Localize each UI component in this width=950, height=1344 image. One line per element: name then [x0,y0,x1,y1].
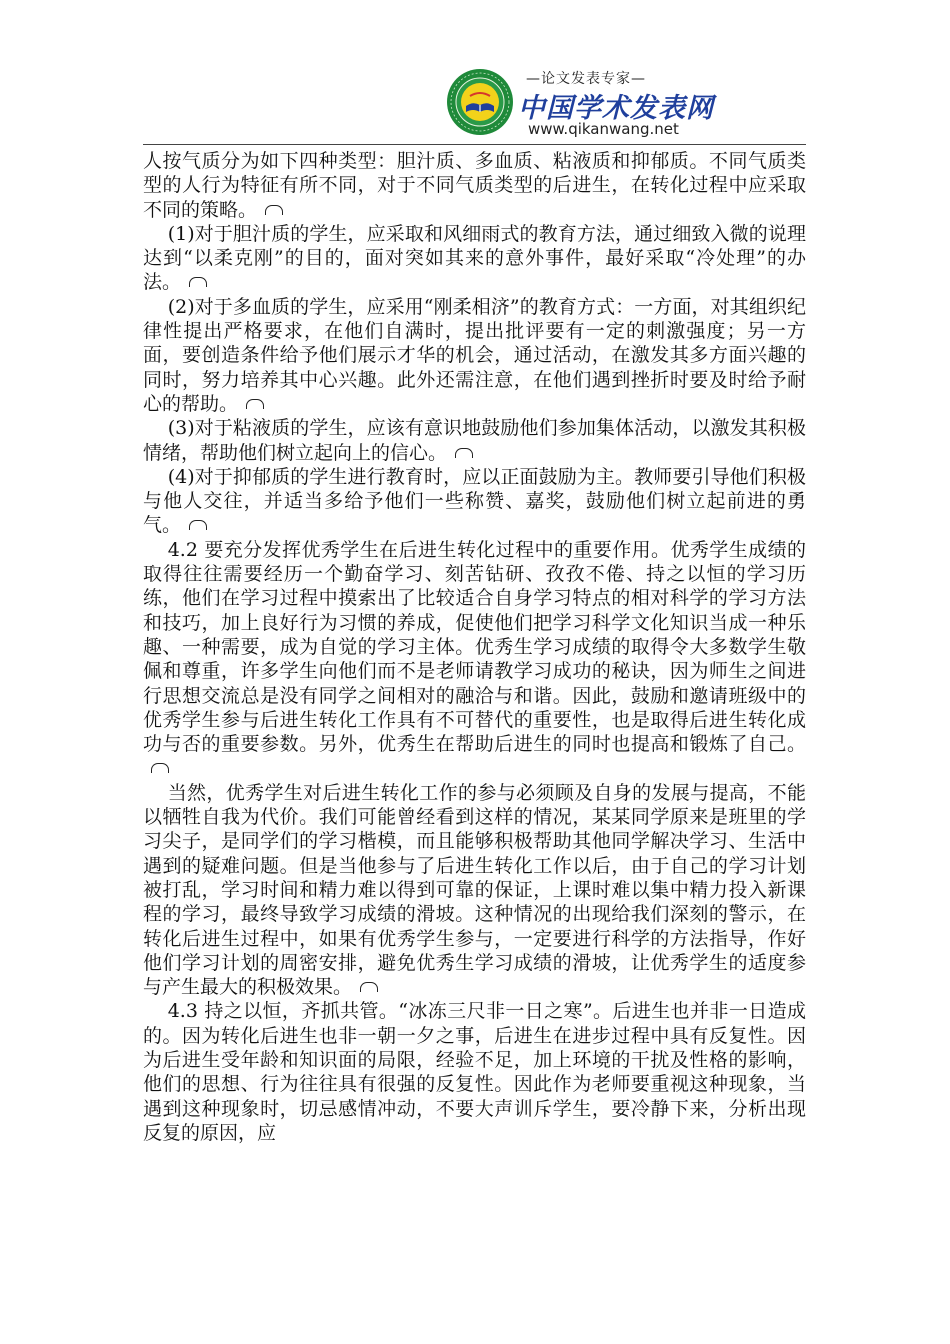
paragraph [143,465,806,538]
brand-url: www.qikanwang.net [528,120,679,138]
paragraph-text: (4)对于抑郁质的学生进行教育时，应以正面鼓励为主。教师要引导他们积极与他人交往，并适当多给予他们一些称赞、嘉奖，鼓励他们树立起前进的勇气。 [143,465,806,537]
paragraph-end-mark-icon [246,399,264,409]
paragraph [143,222,806,295]
paragraph-text: (3)对于粘液质的学生，应该有意识地鼓励他们参加集体活动，以激发其积极情绪，帮助他们树立起向上的信心。 [143,417,806,464]
paragraph [143,295,806,416]
paragraph-text: 4.3 持之以恒，齐抓共管。“冰冻三尺非一日之寒”。后进生也并非一日造成的。因为转化后进生也非一朝一夕之事，后进生在进步过程中具有反复性。因为后进生受年龄和知识面的局限，经验不足，加上环境的干扰及性格的影响，他们的思想、行为往往具有很强的反复性。因此作为老师要重视这种现象，当遇到这种现象时，切忌感情冲动，不要大声训斥学生，要冷静下来，分析出现反复的原因，应 [143,1000,806,1144]
paragraph-end-mark-icon [455,448,473,458]
paragraph [143,999,806,1145]
paragraph [143,149,806,222]
paragraph-text: 人按气质分为如下四种类型：胆汁质、多血质、粘液质和抑郁质。不同气质类型的人行为特征有所不同，对于不同气质类型的后进生，在转化过程中应采取不同的策略。 [143,150,806,221]
brand-block [518,66,714,142]
paragraph-end-mark-icon [265,205,283,215]
paragraph-end-mark-icon [360,982,378,992]
paragraph-text: 当然，优秀学生对后进生转化工作的参与必须顾及自身的发展与提高，不能以牺牲自我为代价。我们可能曾经看到这样的情况，某某同学原来是班里的学习尖子，是同学们的学习楷模，而且能够积极帮助其他同学解决学习、生活中遇到的疑难问题。但是当他参与了后进生转化工作以后，由于自己的学习计划被打乱，学习时间和精力难以得到可靠的保证，上课时难以集中精力投入新课程的学习，最终导致学习成绩的滑坡。这种情况的出现给我们深刻的警示，在转化后进生过程中，如果有优秀学生参与，一定要进行科学的方法指导，作好他们学习计划的周密安排，避免优秀生学习成绩的滑坡，让优秀学生的适度参与产生最大的积极效果。 [143,781,806,999]
header-divider [143,144,806,145]
globe-book-seal-icon [446,68,514,136]
site-header [446,66,714,142]
paragraph-end-mark-icon [189,520,207,530]
article-body [143,149,806,1145]
paragraph-text: 4.2 要充分发挥优秀学生在后进生转化过程中的重要作用。优秀学生成绩的取得往往需要经历一个勤奋学习、刻苦钻研、孜孜不倦、持之以恒的学习历练，他们在学习过程中摸索出了比较适合自身学习特点的相对科学的学习方法和技巧，加上良好行为习惯的养成，促使他们把学习科学文化知识当成一种乐趣、一种需要，成为自觉的学习主体。优秀生学习成绩的取得令大多数学生敬佩和尊重，许多学生向他们而不是老师请教学习成功的秘诀，因为师生之间进行思想交流总是没有同学之间相对的融洽与和谐。因此，鼓励和邀请班级中的优秀学生参与后进生转化工作具有不可替代的重要性，也是取得后进生转化成功与否的重要参数。另外，优秀生在帮助后进生的同时也提高和锻炼了自己。 [143,538,806,756]
brand-name: 中国学术发表网 [518,93,714,124]
paragraph [143,781,806,1000]
paragraph-text: (1)对于胆汁质的学生，应采取和风细雨式的教育方法，通过细致入微的说理达到“以柔克刚”的目的，面对突如其来的意外事件，最好采取“冷处理”的办法。 [143,222,806,294]
paragraph [143,416,806,465]
paragraph [143,538,806,781]
paragraph-end-mark-icon [151,763,169,773]
paragraph-text: (2)对于多血质的学生，应采用“刚柔相济”的教育方式：一方面，对其组织纪律性提出严格要求，在他们自满时，提出批评要有一定的刺激强度；另一方面，要创造条件给予他们展示才华的机会，通过活动，在激发其多方面兴趣的同时，努力培养其中心兴趣。此外还需注意，在他们遇到挫折时要及时给予耐心的帮助。 [143,295,806,415]
paragraph-end-mark-icon [189,277,207,287]
brand-tagline: —论文发表专家— [526,71,646,87]
